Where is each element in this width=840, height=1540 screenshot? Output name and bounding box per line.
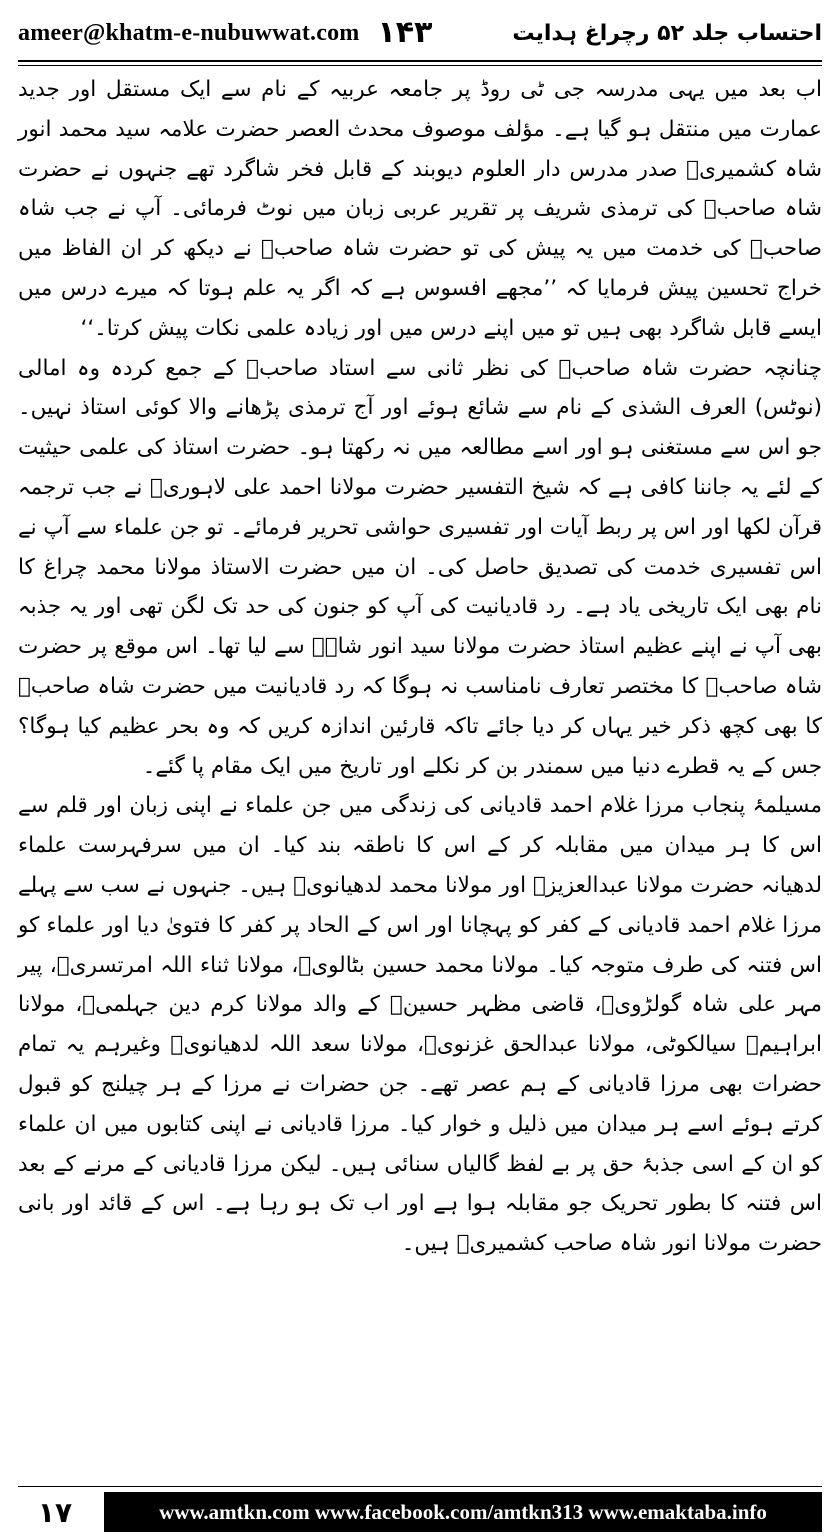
footer-folio: ۱۷ xyxy=(37,1495,73,1529)
header-left-group xyxy=(18,15,433,50)
page-footer xyxy=(18,1492,822,1532)
paragraph-2: چنانچہ حضرت شاہ صاحبؒ کی نظر ثانی سے استاد صاحبؒ کے جمع کردہ وہ امالی (نوٹس) العرف الشذی کے نام سے شائع ہوئے اور آج ترمذی پڑھانے والا کوئی استاذ نہیں۔ جو اس سے مستغنی ہو اور اسے مطالعہ میں نہ رکھتا ہو۔ حضرت استاذ کی علمی حیثیت کے لئے یہ جاننا کافی ہے کہ شیخ التفسیر حضرت مولانا احمد علی لاہوریؒ نے جب ترجمہ قرآن لکھا اور اس پر ربط آیات اور تفسیری حواشی تحریر فرمائے۔ تو جن علماء سے آپ نے اس تفسیری خدمت کی تصدیق حاصل کی۔ ان میں حضرت الاستاذ مولانا محمد چراغ کا نام بھی ایک تاریخی یاد ہے۔ رد قادیانیت کی آپ کو جنون کی حد تک لگن تھی اور یہ جذبہ بھی آپ نے اپنے عظیم استاذ حضرت مولانا سید انور شاہؒ سے لیا تھا۔ اس موقع پر حضرت شاہ صاحبؒ کا مختصر تعارف نامناسب نہ ہوگا کہ رد قادیانیت میں حضرت شاہ صاحبؒ کا بھی کچھ ذکر خیر یہاں کر دیا جائے تاکہ قارئین اندازہ کریں کہ وہ بحر عظیم کیا ہوگا؟ جس کے یہ قطرے دنیا میں سمندر بن کر نکلے اور تاریخ میں ایک مقام پا گئے۔ xyxy=(18,355,822,779)
footer-rule xyxy=(18,1486,822,1487)
header-rule xyxy=(18,60,822,66)
body-text xyxy=(18,70,822,1264)
header-email: ameer@khatm-e-nubuwwat.com xyxy=(18,19,360,46)
page-header xyxy=(18,10,822,56)
paragraph-3: مسیلمۂ پنجاب مرزا غلام احمد قادیانی کی زندگی میں جن علماء نے اپنی زبان اور قلم سے اس کا ہر میدان میں مقابلہ کر کے اس کا ناطقہ بند کیا۔ ان میں سرفہرست علماء لدھیانہ حضرت مولانا عبدالعزیزؒ اور مولانا محمد لدھیانویؒ ہیں۔ جنہوں نے سب سے پہلے مرزا غلام احمد قادیانی کے کفر کو پہچانا اور اس کے الحاد پر کفر کا فتویٰ دیا اور علماء کو اس فتنہ کی طرف متوجہ کیا۔ مولانا محمد حسین بٹالویؒ، مولانا ثناء اللہ امرتسریؒ، پیر مہر علی شاہ گولڑویؒ، قاضی مظہر حسینؒ کے والد مولانا کرم دین جہلمیؒ، مولانا ابراہیمؒ سیالکوٹی، مولانا عبدالحق غزنویؒ، مولانا سعد اللہ لدھیانویؒ وغیرہم یہ تمام حضرات بھی مرزا قادیانی کے ہم عصر تھے۔ جن حضرات نے مرزا کے ہر چیلنج کو قبول کرتے ہوئے اسے ہر میدان میں ذلیل و خوار کیا۔ مرزا قادیانی نے اپنی کتابوں میں ان علماء کو ان کے اسی جذبۂ حق پر بے لفظ گالیاں سنائی ہیں۔ لیکن مرزا قادیانی کے مرنے کے بعد اس فتنہ کا بطور تحریک جو مقابلہ ہوا ہے اور اب تک ہو رہا ہے۔ اس کے قائد اور بانی حضرت مولانا انور شاہ صاحب کشمیریؒ ہیں۔ xyxy=(18,793,822,1257)
footer-links: www.amtkn.com www.facebook.com/amtkn313 www.emaktaba.info xyxy=(159,1499,767,1524)
page-number: ۱۴۳ xyxy=(377,15,433,50)
paragraph-1: اب بعد میں یہی مدرسہ جی ٹی روڈ پر جامعہ عربیہ کے نام سے ایک مستقل اور جدید عمارت میں منتقل ہو گیا ہے۔ مؤلف موصوف محدث العصر حضرت علامہ سید محمد انور شاہ کشمیریؒ صدر مدرس دار العلوم دیوبند کے قابل فخر شاگرد تھے جنہوں نے حضرت شاہ صاحبؒ کی ترمذی شریف پر تقریر عربی زبان میں نوٹ فرمائی۔ آپ نے جب شاہ صاحبؒ کی خدمت میں یہ پیش کی تو حضرت شاہ صاحبؒ نے دیکھ کر ان الفاظ میں خراج تحسین پیش فرمایا کہ ’’مجھے افسوس ہے کہ اگر یہ علم ہوتا کہ میرے درس میں ایسے قابل شاگرد بھی ہیں تو میں اپنے درس میں اور زیادہ علمی نکات پیش کرتا۔‘‘ xyxy=(18,77,822,341)
running-title: احتساب جلد ۵۲ رچراغ ہدایت xyxy=(512,20,822,46)
footer-links-bar xyxy=(104,1492,822,1532)
